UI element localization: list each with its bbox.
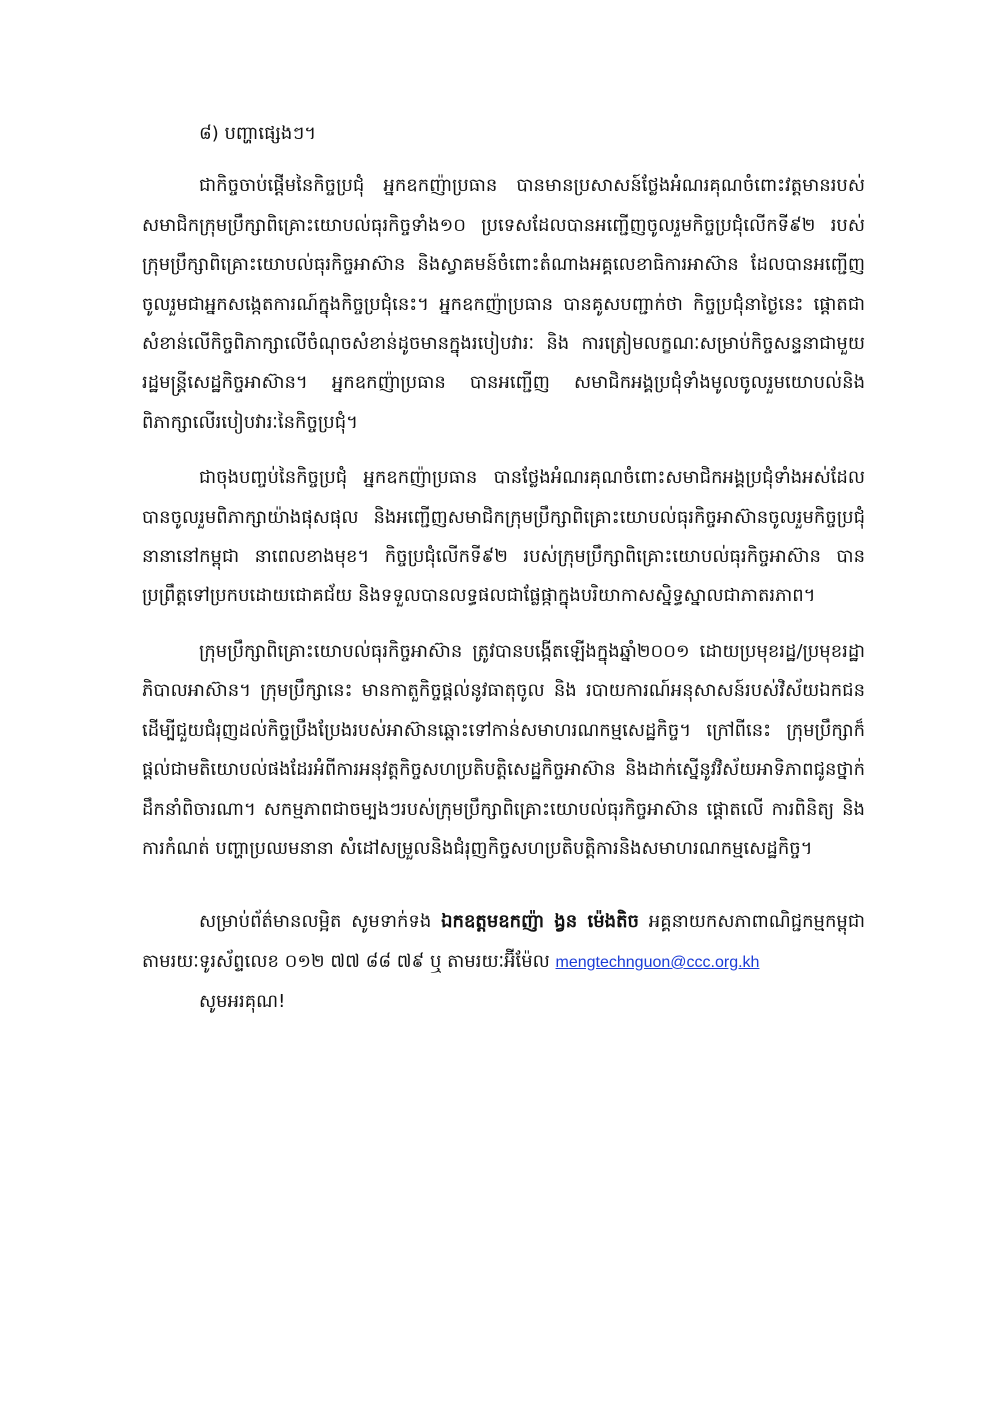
paragraph-spacer (142, 868, 865, 902)
contact-email-link[interactable]: mengtechnguon@ccc.org.kh (555, 953, 760, 971)
agenda-item-8: ៨) បញ្ហាផ្សេងៗ។ (199, 123, 317, 144)
paragraph-meeting-closing: ជាចុងបញ្ចប់នៃកិច្ចប្រជុំ អ្នកឧកញ៉ាប្រធាន បានថ្លែងអំណរគុណចំពោះសមាជិកអង្គប្រជុំទាំងអស់ដែលបានចូលរួមពិភាក្សាយ៉ាងផុសផុល និងអញ្ជើញសមាជិកក្រុមប្រឹក្សាពិគ្រោះយោបល់ធុរកិច្ចអាស៊ានចូលរួមកិច្ចប្រជុំនានានៅកម្ពុជា នាពេលខាងមុខ។ កិច្ចប្រជុំលើកទី៩២ របស់ក្រុមប្រឹក្សាពិគ្រោះយោបល់ធុរកិច្ចអាស៊ាន បានប្រព្រឹត្តទៅប្រកបដោយជោគជ័យ និងទទួលបានលទ្ធផលជាផ្លែផ្កាក្នុងបរិយាកាសស្និទ្ធស្នាលជាភាតរភាព។ (142, 467, 865, 607)
paragraph-spacer (142, 442, 865, 458)
closing-thanks: សូមអរគុណ! (199, 991, 286, 1013)
contact-paragraph (142, 902, 865, 982)
paragraph-council-background: ក្រុមប្រឹក្សាពិគ្រោះយោបល់ធុរកិច្ចអាស៊ាន ត្រូវបានបង្កើតឡើងក្នុងឆ្នាំ២០០១ ដោយប្រមុខរដ្ឋ/ប្រមុខរដ្ឋាភិបាលអាស៊ាន។ ក្រុមប្រឹក្សានេះ មានកាតួកិច្ចផ្តល់នូវធាតុចូល និង របាយការណ៍អនុសាសន៍របស់វិស័យឯកជន ដើម្បីជួយជំរុញដល់កិច្ចប្រឹងប្រែងរបស់អាស៊ានឆ្ពោះទៅកាន់សមាហរណកម្មសេដ្ឋកិច្ច។ ក្រៅពីនេះ ក្រុមប្រឹក្សាក៏ផ្តល់ជាមតិយោបល់ផងដែរអំពីការអនុវត្តកិច្ចសហប្រតិបត្តិសេដ្ឋកិច្ចអាស៊ាន និងដាក់ស្នើនូវវិស័យអាទិភាពជូនថ្នាក់ដឹកនាំពិចារណា។ សកម្មភាពជាចម្បងៗរបស់ក្រុមប្រឹក្សាពិគ្រោះយោបល់ធុរកិច្ចអាស៊ាន ផ្តោតលើ ការពិនិត្យ និងការកំណត់ បញ្ហាប្រឈមនានា សំដៅសម្រួលនិងជំរុញកិច្ចសហប្រតិបត្តិការនិងសមាហរណកម្មសេដ្ឋកិច្ច។ (142, 640, 865, 859)
paragraph-meeting-opening: ជាកិច្ចចាប់ផ្តើមនៃកិច្ចប្រជុំ អ្នកឧកញ៉ាប្រធាន បានមានប្រសាសន៍ថ្លែងអំណរគុណចំពោះវត្តមានរបស់សមាជិកក្រុមប្រឹក្សាពិគ្រោះយោបល់ធុរកិច្ចទាំង១០ ប្រទេសដែលបានអញ្ជើញចូលរួមកិច្ចប្រជុំលើកទី៩២ របស់ក្រុមប្រឹក្សាពិគ្រោះយោបល់ធុរកិច្ចអាស៊ាន និងស្វាគមន៍ចំពោះតំណាងអគ្គលេខាធិការអាស៊ាន ដែលបានអញ្ជើញចូលរួមជាអ្នកសង្កេតការណ៍ក្នុងកិច្ចប្រជុំនេះ។ អ្នកឧកញ៉ាប្រធាន បានគូសបញ្ជាក់ថា កិច្ចប្រជុំនាថ្ងៃនេះ ផ្តោតជាសំខាន់លើកិច្ចពិភាក្សាលើចំណុចសំខាន់ដូចមានក្នុងរបៀបវារៈ និង ការត្រៀមលក្ខណៈសម្រាប់កិច្ចសន្ទនាជាមួយរដ្ឋមន្ត្រីសេដ្ឋកិច្ចអាស៊ាន។ អ្នកឧកញ៉ាប្រធាន បានអញ្ជើញ សមាជិកអង្គប្រជុំទាំងមូលចូលរួមយោបល់និងពិភាក្សាលើរបៀបវារៈនៃកិច្ចប្រជុំ។ (142, 175, 865, 433)
paragraph-spacer (142, 616, 865, 632)
contact-intro: សម្រាប់ព័ត៌មានលម្អិត សូមទាក់ទង (199, 911, 432, 933)
document-body (142, 114, 865, 1022)
contact-title-and-phone: អគ្គនាយកសភាពាណិជ្ជកម្មកម្ពុជា តាមរយៈទូរស័ព្ទលេខ ០១២ ៧៧ ៨៨ ៧៩ ឬ តាមរយៈអ៊ីម៉ែល (142, 911, 865, 972)
contact-person-name: ឯកឧត្តមឧកញ៉ា ង្វន ម៉េងតិច (441, 911, 639, 933)
